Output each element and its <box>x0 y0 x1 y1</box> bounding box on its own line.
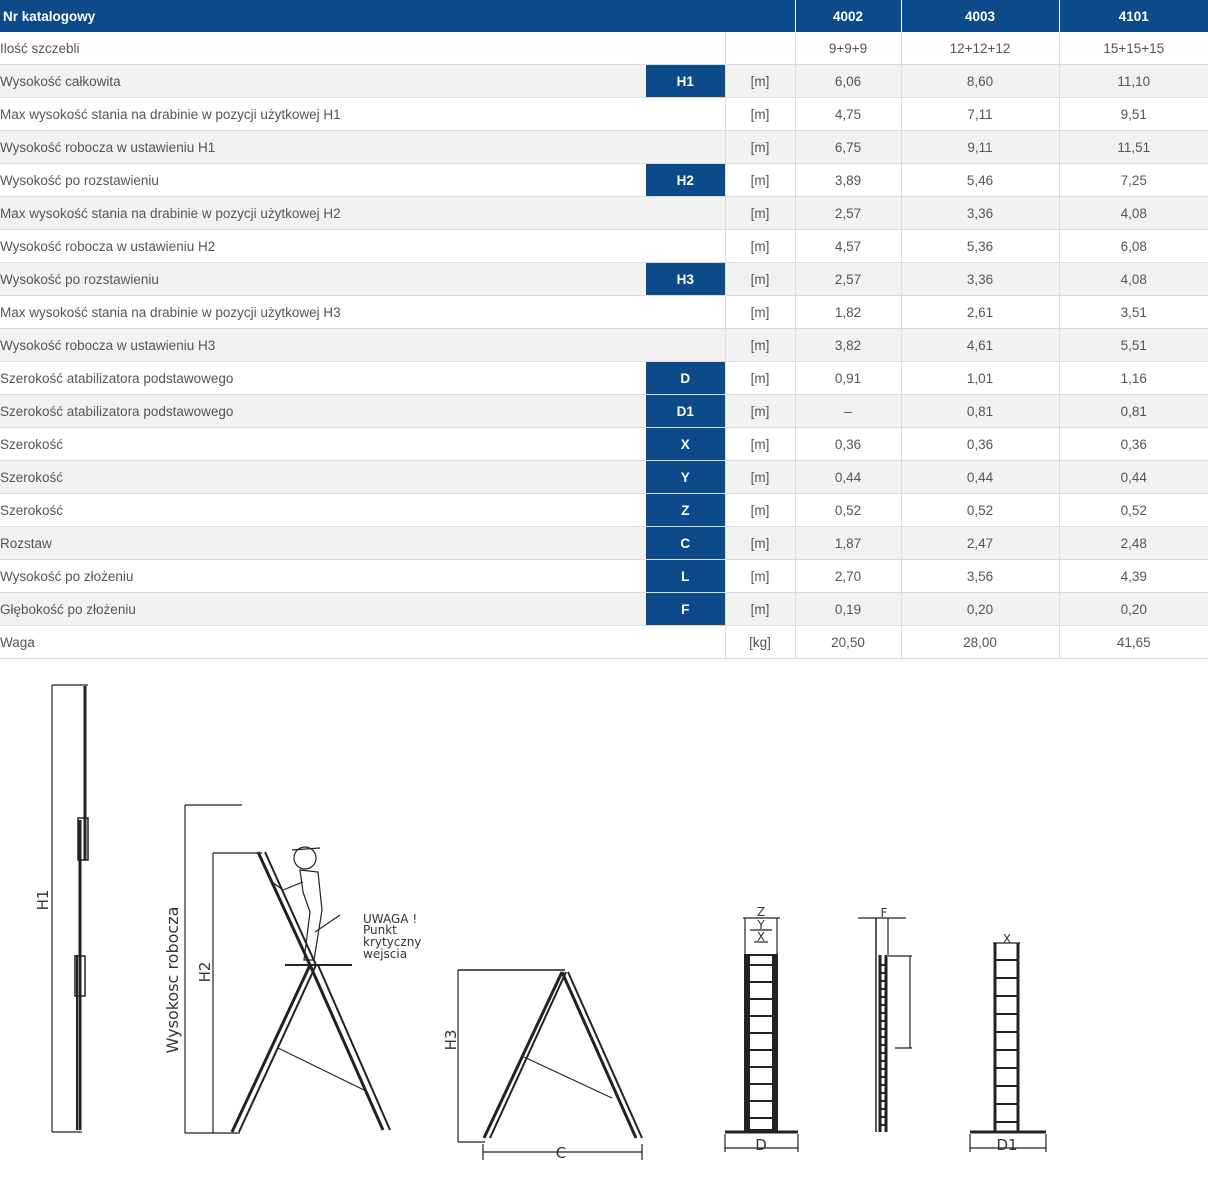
row-symbol <box>646 329 725 362</box>
row-label: Wysokość robocza w ustawieniu H2 <box>0 230 646 263</box>
row-value: 0,52 <box>795 494 901 527</box>
row-unit: [m] <box>725 131 795 164</box>
row-symbol: H1 <box>646 65 725 98</box>
row-value: 41,65 <box>1059 626 1208 659</box>
row-unit: [m] <box>725 98 795 131</box>
row-label: Szerokość <box>0 428 646 461</box>
row-value: 4,08 <box>1059 263 1208 296</box>
header-model-4101: 4101 <box>1059 0 1208 32</box>
row-value: 1,16 <box>1059 362 1208 395</box>
ladder-a-frame-view <box>458 970 642 1160</box>
row-symbol: H3 <box>646 263 725 296</box>
row-label: Wysokość po rozstawieniu <box>0 263 646 296</box>
row-symbol <box>646 626 725 659</box>
table-row <box>0 428 1208 461</box>
table-row <box>0 560 1208 593</box>
row-value: 2,57 <box>795 197 901 230</box>
header-row <box>0 0 1208 32</box>
dim-z-label: Z <box>756 905 766 919</box>
row-label: Wysokość po rozstawieniu <box>0 164 646 197</box>
warning-line-1: UWAGA ! <box>363 912 418 926</box>
row-value: 3,56 <box>901 560 1059 593</box>
row-value: 20,50 <box>795 626 901 659</box>
row-label: Szerokość atabilizatora podstawowego <box>0 362 646 395</box>
row-value: 28,00 <box>901 626 1059 659</box>
row-value: 0,44 <box>901 461 1059 494</box>
row-label: Wysokość robocza w ustawieniu H1 <box>0 131 646 164</box>
row-value: 3,89 <box>795 164 901 197</box>
row-value: 0,52 <box>1059 494 1208 527</box>
table-row <box>0 197 1208 230</box>
row-label: Rozstaw <box>0 527 646 560</box>
row-value: 3,36 <box>901 197 1059 230</box>
dim-y-label: Y <box>757 918 765 932</box>
dim-d-label: D <box>755 1136 767 1154</box>
ladder-base-view <box>970 943 1046 1152</box>
row-value: 5,36 <box>901 230 1059 263</box>
dim-c-label: C <box>555 1144 567 1162</box>
row-value: 0,36 <box>1059 428 1208 461</box>
row-symbol: F <box>646 593 725 626</box>
row-value: 2,70 <box>795 560 901 593</box>
row-value: 15+15+15 <box>1059 32 1208 65</box>
row-label: Wysokość robocza w ustawieniu H3 <box>0 329 646 362</box>
row-value: 9,51 <box>1059 98 1208 131</box>
row-value: 6,06 <box>795 65 901 98</box>
ladder-working-position <box>185 805 390 1133</box>
row-symbol: X <box>646 428 725 461</box>
row-symbol: Z <box>646 494 725 527</box>
row-value: 4,75 <box>795 98 901 131</box>
row-label: Szerokość atabilizatora podstawowego <box>0 395 646 428</box>
row-value: 6,08 <box>1059 230 1208 263</box>
dim-h2-label: H2 <box>196 961 214 983</box>
row-symbol <box>646 296 725 329</box>
row-symbol: D1 <box>646 395 725 428</box>
row-value: 0,81 <box>901 395 1059 428</box>
row-unit: [m] <box>725 560 795 593</box>
row-unit: [m] <box>725 395 795 428</box>
row-value: 0,36 <box>795 428 901 461</box>
row-value: 1,82 <box>795 296 901 329</box>
row-value: 11,10 <box>1059 65 1208 98</box>
row-value: 1,87 <box>795 527 901 560</box>
row-value: – <box>795 395 901 428</box>
row-value: 0,19 <box>795 593 901 626</box>
row-value: 3,36 <box>901 263 1059 296</box>
table-row <box>0 329 1208 362</box>
row-label: Ilość szczebli <box>0 32 646 65</box>
row-value: 12+12+12 <box>901 32 1059 65</box>
row-unit: [m] <box>725 329 795 362</box>
row-unit: [kg] <box>725 626 795 659</box>
table-row <box>0 32 1208 65</box>
row-label: Szerokość <box>0 494 646 527</box>
row-symbol: D <box>646 362 725 395</box>
table-row <box>0 362 1208 395</box>
row-value: 9,11 <box>901 131 1059 164</box>
table-row <box>0 527 1208 560</box>
row-value: 3,51 <box>1059 296 1208 329</box>
row-label: Wysokość po złożeniu <box>0 560 646 593</box>
row-value: 4,57 <box>795 230 901 263</box>
row-value: 9+9+9 <box>795 32 901 65</box>
dim-h1-label: H1 <box>34 889 52 911</box>
row-value: 0,36 <box>901 428 1059 461</box>
warning-line-3: krytyczny <box>363 935 422 949</box>
row-symbol: L <box>646 560 725 593</box>
header-model-4002: 4002 <box>795 0 901 32</box>
row-symbol <box>646 131 725 164</box>
row-value: 2,47 <box>901 527 1059 560</box>
row-unit: [m] <box>725 197 795 230</box>
row-value: 0,91 <box>795 362 901 395</box>
table-row <box>0 230 1208 263</box>
dim-x2-label: X <box>1002 932 1012 946</box>
ladder-extended-side-view <box>52 685 88 1132</box>
dim-d1-label: D1 <box>996 1136 1018 1154</box>
row-unit <box>725 32 795 65</box>
row-value: 7,25 <box>1059 164 1208 197</box>
row-value: 2,48 <box>1059 527 1208 560</box>
row-value: 4,39 <box>1059 560 1208 593</box>
table-row <box>0 626 1208 659</box>
table-row <box>0 131 1208 164</box>
table-row <box>0 65 1208 98</box>
row-value: 4,61 <box>901 329 1059 362</box>
row-value: 4,08 <box>1059 197 1208 230</box>
row-label: Max wysokość stania na drabinie w pozycji użytkowej H1 <box>0 98 646 131</box>
dim-x-label: X <box>756 930 766 944</box>
row-unit: [m] <box>725 164 795 197</box>
row-value: 7,11 <box>901 98 1059 131</box>
row-symbol <box>646 98 725 131</box>
row-unit: [m] <box>725 494 795 527</box>
dim-working-height-label: Wysokosc robocza <box>163 906 182 1054</box>
row-symbol <box>646 197 725 230</box>
row-unit: [m] <box>725 296 795 329</box>
table-row <box>0 494 1208 527</box>
row-label: Szerokość <box>0 461 646 494</box>
ladder-front-view <box>725 918 798 1152</box>
table-row <box>0 395 1208 428</box>
table-row <box>0 263 1208 296</box>
row-label: Głębokość po złożeniu <box>0 593 646 626</box>
row-symbol: H2 <box>646 164 725 197</box>
row-unit: [m] <box>725 230 795 263</box>
row-value: 0,20 <box>1059 593 1208 626</box>
row-label: Waga <box>0 626 646 659</box>
row-symbol: C <box>646 527 725 560</box>
row-value: 3,82 <box>795 329 901 362</box>
table-row <box>0 164 1208 197</box>
row-value: 1,01 <box>901 362 1059 395</box>
row-value: 8,60 <box>901 65 1059 98</box>
header-model-4003: 4003 <box>901 0 1059 32</box>
dim-h3-label: H3 <box>442 1029 460 1051</box>
warning-line-2: Punkt <box>363 923 397 937</box>
row-symbol <box>646 32 725 65</box>
table-row <box>0 461 1208 494</box>
row-unit: [m] <box>725 593 795 626</box>
table-row <box>0 98 1208 131</box>
row-unit: [m] <box>725 65 795 98</box>
row-value: 0,44 <box>1059 461 1208 494</box>
row-value: 2,61 <box>901 296 1059 329</box>
dim-f-label: F <box>880 906 888 920</box>
row-value: 5,51 <box>1059 329 1208 362</box>
row-label: Max wysokość stania na drabinie w pozycji użytkowej H3 <box>0 296 646 329</box>
row-unit: [m] <box>725 461 795 494</box>
table-body <box>0 32 1208 659</box>
table-row <box>0 296 1208 329</box>
row-value: 0,20 <box>901 593 1059 626</box>
row-value: 5,46 <box>901 164 1059 197</box>
row-value: 6,75 <box>795 131 901 164</box>
row-value: 0,81 <box>1059 395 1208 428</box>
row-unit: [m] <box>725 527 795 560</box>
row-symbol: Y <box>646 461 725 494</box>
row-value: 2,57 <box>795 263 901 296</box>
row-value: 0,44 <box>795 461 901 494</box>
warning-line-4: wejscia <box>363 947 408 961</box>
ladder-folded-side-view <box>858 918 912 1132</box>
row-unit: [m] <box>725 428 795 461</box>
header-label: Nr katalogowy <box>0 0 795 32</box>
row-unit: [m] <box>725 362 795 395</box>
row-label: Max wysokość stania na drabinie w pozycji użytkowej H2 <box>0 197 646 230</box>
row-value: 11,51 <box>1059 131 1208 164</box>
table-row <box>0 593 1208 626</box>
row-symbol <box>646 230 725 263</box>
ladder-dimension-drawing <box>0 660 1208 1180</box>
row-label: Wysokość całkowita <box>0 65 646 98</box>
row-unit: [m] <box>725 263 795 296</box>
row-value: 0,52 <box>901 494 1059 527</box>
